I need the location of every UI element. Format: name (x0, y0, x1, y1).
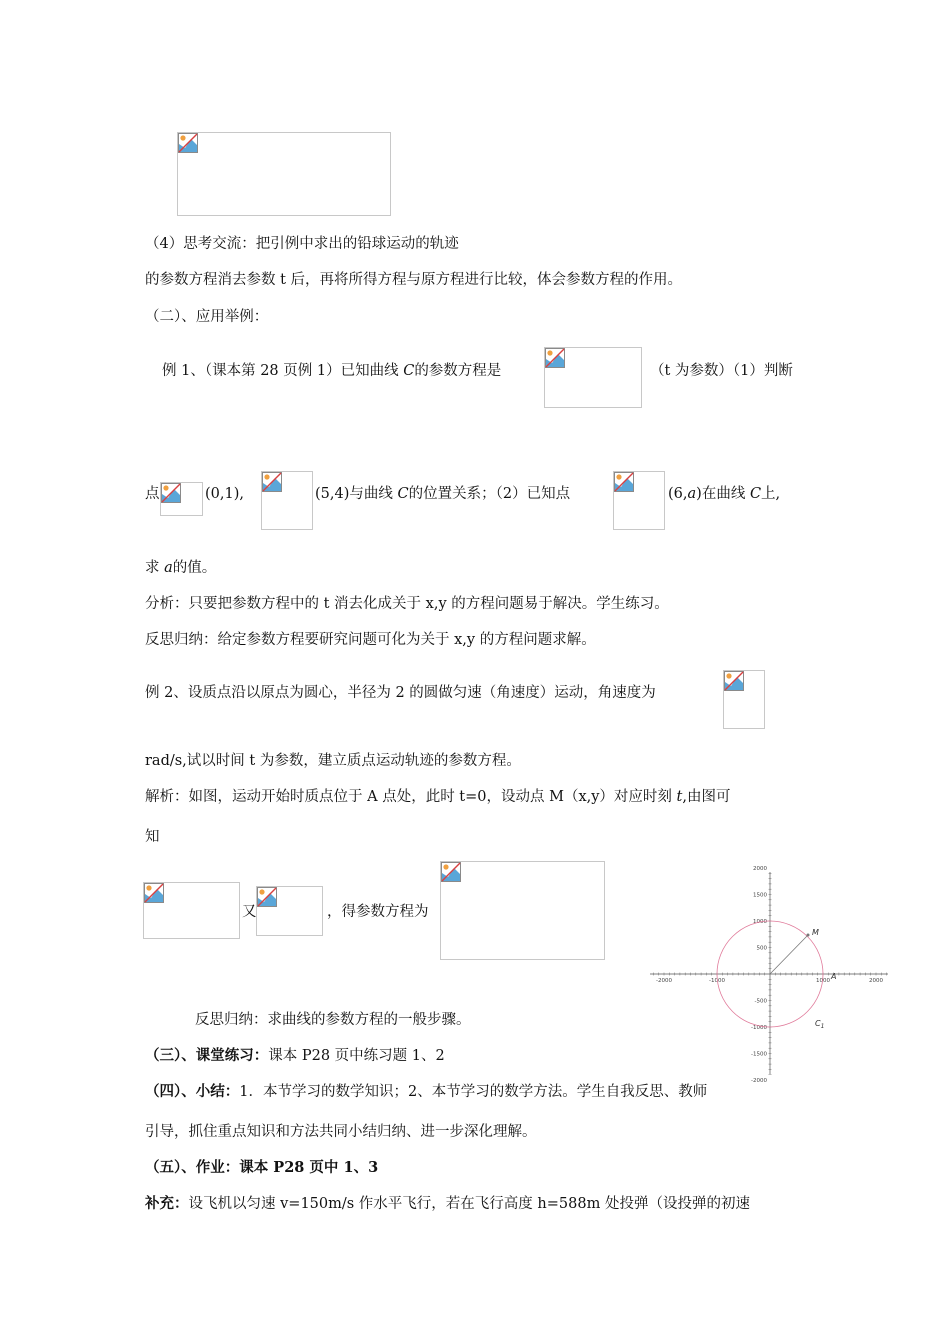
broken-image-icon (161, 483, 181, 503)
analysis1: 分析：只要把参数方程中的 t 消去化成关于 x,y 的方程问题易于解决。学生练习。 (145, 596, 669, 612)
ex1-line1-tail: （t 为参数）（1）判断 (650, 363, 793, 379)
circle-motion-figure (648, 866, 890, 1084)
image-placeholder-param-eq (440, 861, 605, 960)
ex1-line2-mid: (5,4)与曲线 C的位置关系；（2）已知点 (315, 486, 571, 502)
section4-line2: 引导，抓住重点知识和方法共同小结归纳、进一步深化理解。 (145, 1124, 537, 1140)
figure-point-m (807, 934, 810, 937)
reflect1: 反思归纳：给定参数方程要研究问题可化为关于 x,y 的方程问题求解。 (145, 632, 596, 648)
para4-line2: 的参数方程消去参数 t 后，再将所得方程与原方程进行比较，体会参数方程的作用。 (145, 272, 683, 288)
figure-x-tick-label: 1000 (816, 978, 830, 984)
ex2-line1: 例 2、设质点沿以原点为圆心，半径为 2 的圆做匀速（角速度）运动，角速度为 (145, 685, 656, 701)
figure-y-tick-label: -1500 (751, 1051, 767, 1058)
ex1-point-label: 点 (145, 486, 160, 502)
image-placeholder-ex1-equation (544, 347, 642, 408)
broken-image-icon (257, 887, 277, 907)
broken-image-icon (724, 671, 744, 691)
figure-y-tick-label: 1500 (753, 892, 767, 899)
figure-y-tick-label: 2000 (753, 866, 767, 872)
figure-x-tick-label: 2000 (869, 978, 883, 984)
ex1-line3: 求 a的值。 (145, 560, 217, 576)
figure-y-tick-label: -1000 (751, 1025, 767, 1031)
supplement: 补充：设飞机以匀速 v=150m/s 作水平飞行，若在飞行高度 h=588m 处投弹（设投弹的初速 (145, 1195, 750, 1212)
ex2-line2: rad/s,试以时间 t 为参数，建立质点运动轨迹的参数方程。 (145, 753, 521, 769)
ex2-result-label: ，得参数方程为 (327, 904, 429, 920)
reflect2: 反思归纳：求曲线的参数方程的一般步骤。 (195, 1012, 471, 1028)
ex1-line1: 例 1、（课本第 28 页例 1）已知曲线 C的参数方程是 (162, 363, 502, 379)
ex2-line4: 知 (145, 829, 160, 845)
ex2-you: 又 (242, 904, 257, 920)
image-placeholder-point2 (261, 471, 313, 530)
figure-axes (650, 866, 888, 1084)
figure-label-m: M (812, 928, 819, 937)
image-placeholder-eq-b (256, 886, 323, 936)
section4-line1: （四）、小结：1．本节学习的数学知识；2、本节学习的数学方法。学生自我反思、教师 (145, 1083, 708, 1100)
para4-line1: （4）思考交流：把引例中求出的铅球运动的轨迹 (145, 236, 459, 252)
broken-image-icon (262, 472, 282, 492)
ex1-coord1: (0,1), (205, 486, 244, 502)
figure-label-a: A (831, 972, 837, 981)
figure-radius-om (770, 935, 808, 974)
section2-title: （二）、应用举例： (145, 309, 269, 325)
image-placeholder-angular-velocity (723, 670, 765, 729)
figure-x-tick-label: -2000 (656, 978, 672, 984)
figure-y-tick-label: -500 (754, 998, 767, 1005)
image-placeholder-eq-a (143, 882, 240, 939)
image-placeholder-top (177, 132, 391, 216)
figure-label-c: $C_1$ (815, 1019, 825, 1030)
ex2-line3: 解析：如图，运动开始时质点位于 A 点处，此时 t=0，设动点 M（x,y）对应时刻 t,由图可 (145, 789, 731, 805)
broken-image-icon (614, 472, 634, 492)
figure-y-tick-label: 500 (756, 945, 767, 952)
broken-image-icon (178, 133, 198, 153)
figure-y-tick-label: -2000 (751, 1078, 767, 1084)
broken-image-icon (545, 348, 565, 368)
image-placeholder-point3 (613, 471, 665, 530)
ex1-line2-tail: (6,a)在曲线 C上, (668, 486, 781, 502)
figure-y-tick-label: 1000 (753, 919, 767, 925)
section3: （三）、课堂练习：课本 P28 页中练习题 1、2 (145, 1047, 445, 1064)
figure-x-tick-label: -1000 (709, 978, 725, 984)
broken-image-icon (441, 862, 461, 882)
section5: （五）、作业：课本 P28 页中 1、3 (145, 1159, 379, 1176)
broken-image-icon (144, 883, 164, 903)
image-placeholder-point1 (160, 482, 203, 516)
